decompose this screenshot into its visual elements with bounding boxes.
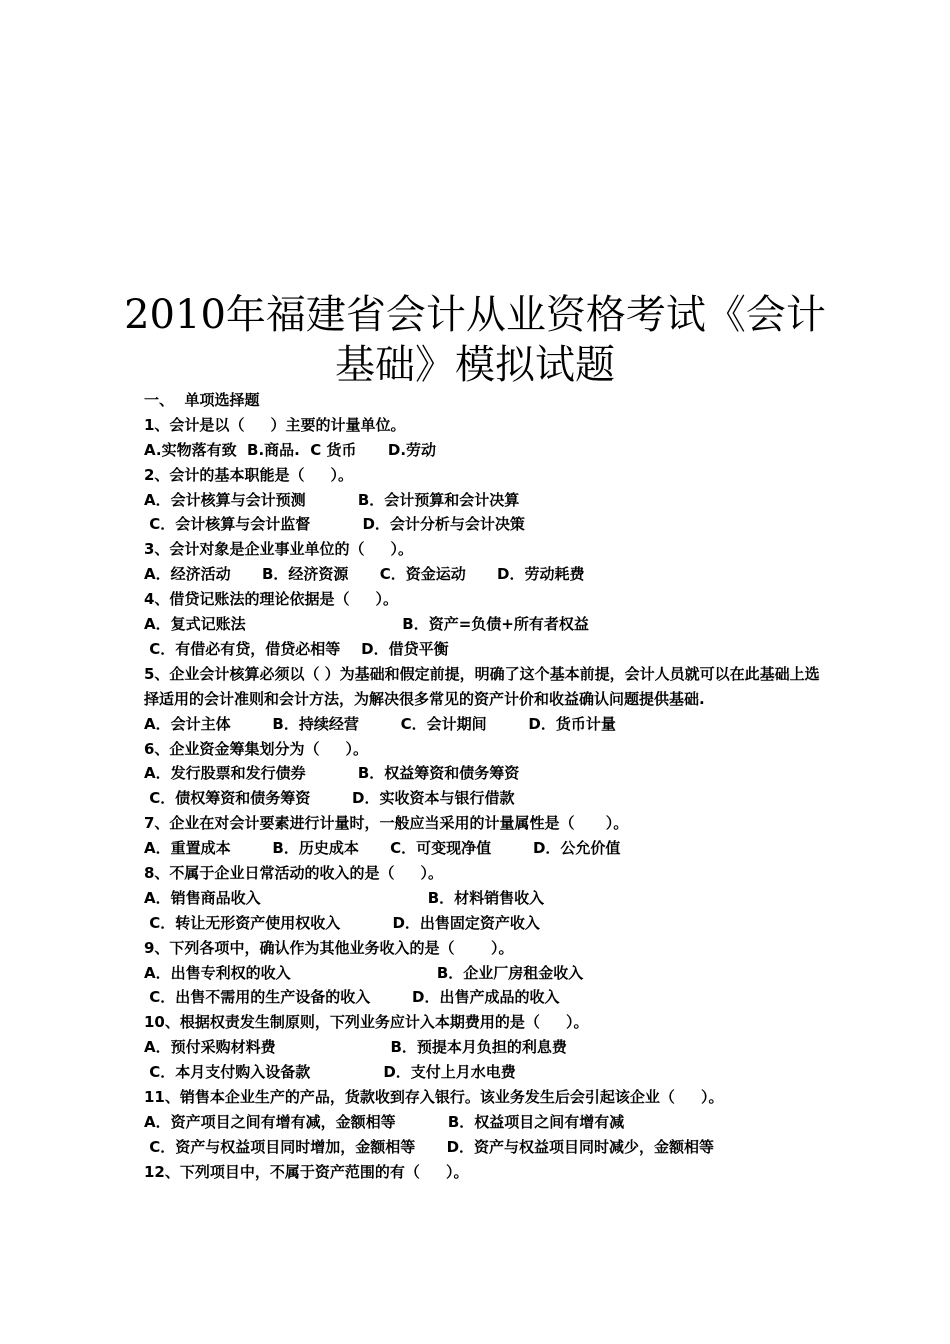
question-line: C．债权筹资和债务筹资 D．实收资本与银行借款 (144, 789, 515, 808)
question-line: A．销售商品收入 B．材料销售收入 (144, 888, 545, 907)
document-title: 2010年福建省会计从业资格考试《会计基础》模拟试题 (124, 292, 826, 388)
question-line: 10、根据权责发生制原则，下列业务应计入本期费用的是（ ）。 (144, 1013, 589, 1032)
question-line: 4、借贷记账法的理论依据是（ ）。 (144, 590, 399, 609)
question-line: A．重置成本 B．历史成本 C．可变现净值 D．公允价值 (144, 839, 621, 858)
question-line: 8、不属于企业日常活动的收入的是（ ）。 (144, 863, 444, 882)
question-line: 9、下列各项中，确认作为其他业务收入的是（ ）。 (144, 938, 514, 957)
question-line: 3、会计对象是企业事业单位的（ ）。 (144, 540, 414, 559)
question-line: 2、会计的基本职能是（ ）。 (144, 465, 354, 484)
question-line: C．有借必有贷，借贷必相等 D．借贷平衡 (144, 639, 449, 658)
question-line: C．资产与权益项目同时增加，金额相等 D．资产与权益项目同时减少，金额相等 (144, 1137, 715, 1156)
question-line: A．会计核算与会计预测 B．会计预算和会计决算 (144, 490, 520, 509)
question-line: A．复式记账法 B．资产=负债+所有者权益 (144, 615, 589, 634)
question-line: 12、下列项目中，不属于资产范围的有（ ）。 (144, 1162, 469, 1181)
section-heading: 一、 单项选择题 (144, 391, 260, 409)
question-line: A．资产项目之间有增有减，金额相等 B．权益项目之间有增有减 (144, 1112, 625, 1131)
question-line: 1、会计是以（ ）主要的计量单位。 (144, 415, 406, 434)
question-list (144, 388, 824, 1185)
question-line: C．转让无形资产使用权收入 D．出售固定资产收入 (144, 913, 540, 932)
question-line: C．会计核算与会计监督 D．会计分析与会计决策 (144, 515, 525, 534)
question-line: 7、企业在对会计要素进行计量时，一般应当采用的计量属性是（ ）。 (144, 814, 629, 833)
question-line: A．预付采购材料费 B．预提本月负担的利息费 (144, 1038, 567, 1057)
question-line: A．发行股票和发行债券 B．权益筹资和债务筹资 (144, 764, 520, 783)
question-line: 5、企业会计核算必须以（ ）为基础和假定前提，明确了这个基本前提，会计人员就可以在此基础上选择适用的会计准则和会计方法，为解决很多常见的资产计价和收益确认问题提供基础. (144, 664, 820, 708)
question-line: A．经济活动 B．经济资源 C．资金运动 D．劳动耗费 (144, 565, 585, 584)
question-line: A.实物落有致 B.商品. C 货币 D.劳动 (144, 440, 437, 459)
question-line: C．本月支付购入设备款 D．支付上月水电费 (144, 1063, 516, 1082)
question-line: A．出售专利权的收入 B．企业厂房租金收入 (144, 963, 584, 982)
question-line: A．会计主体 B．持续经营 C．会计期间 D．货币计量 (144, 714, 616, 733)
question-line: 11、销售本企业生产的产品，货款收到存入银行。该业务发生后会引起该企业（ ）。 (144, 1087, 724, 1106)
question-line: C．出售不需用的生产设备的收入 D．出售产成品的收入 (144, 988, 560, 1007)
question-line: 6、企业资金筹集划分为（ ）。 (144, 739, 369, 758)
